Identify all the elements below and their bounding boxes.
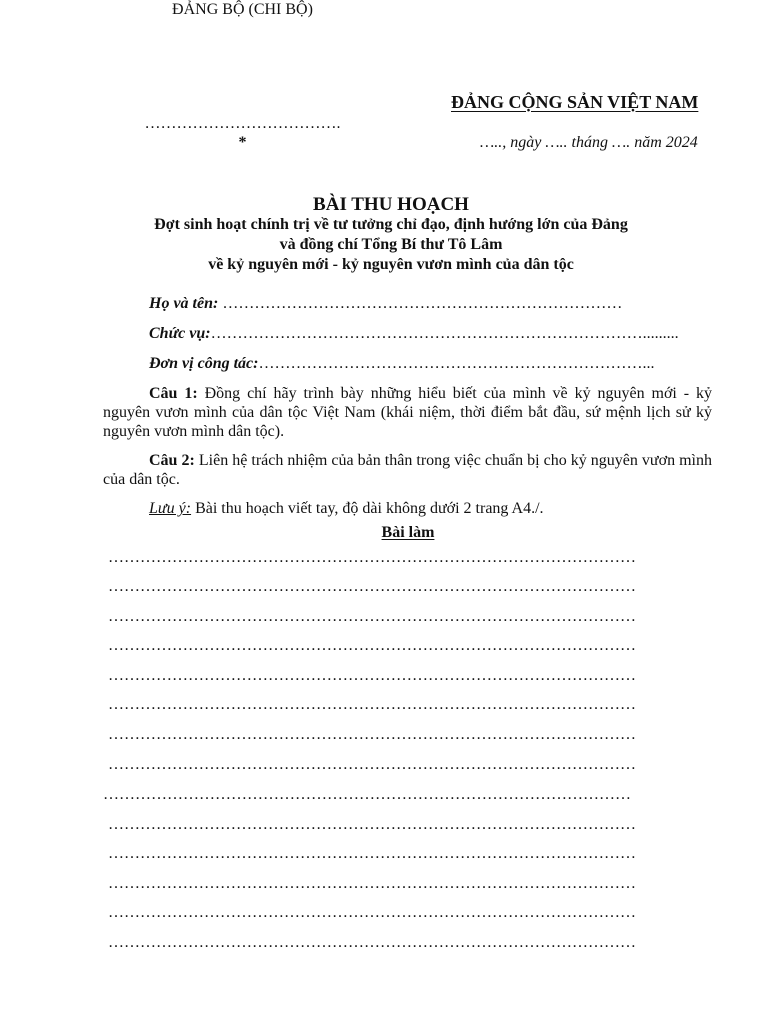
date-line: ….., ngày ….. tháng …. năm 2024 — [480, 134, 698, 151]
question-2-label: Câu 2: — [149, 452, 195, 469]
question-2 — [103, 451, 712, 489]
answer-line[interactable]: ……………………………………………………………………………………… — [108, 816, 636, 833]
question-1 — [103, 384, 712, 441]
note-label: Lưu ý: — [149, 500, 192, 517]
work-unit-blank[interactable]: ………………………………………………………………... — [258, 355, 655, 372]
header-star: * — [238, 134, 247, 151]
party-committee-name: ĐẢNG BỘ (CHI BỘ) — [172, 1, 313, 18]
party-name-heading: ĐẢNG CỘNG SẢN VIỆT NAM — [451, 92, 699, 112]
full-name-label: Họ và tên: — [149, 295, 219, 312]
note-text: Bài thu hoạch viết tay, độ dài không dưới 2 trang A4./. — [191, 500, 544, 517]
position-blank[interactable]: ………………………………………………………………………......... — [210, 325, 679, 342]
answer-line[interactable]: ……………………………………………………………………………………… — [103, 786, 631, 803]
work-unit-field[interactable] — [149, 355, 654, 373]
answer-line[interactable]: ……………………………………………………………………………………… — [108, 875, 636, 892]
position-field[interactable] — [149, 325, 679, 343]
answer-line[interactable]: ……………………………………………………………………………………… — [108, 904, 636, 921]
answer-heading: Bài làm — [381, 524, 435, 541]
question-1-label: Câu 1: — [149, 385, 198, 402]
answer-line[interactable]: ……………………………………………………………………………………… — [108, 726, 636, 743]
question-1-text: Đồng chí hãy trình bày những hiểu biết của mình về kỷ nguyên mới - kỷ nguyên vươn mình của dân tộc Việt Nam (khái niệm, thời điểm bắt đầu, sứ mệnh lịch sử kỷ nguyên vươn mình dân tộc). — [103, 385, 713, 440]
full-name-field[interactable] — [149, 295, 622, 313]
answer-line[interactable]: ……………………………………………………………………………………… — [108, 667, 636, 684]
answer-line[interactable]: ……………………………………………………………………………………… — [108, 845, 636, 862]
answer-line[interactable]: ……………………………………………………………………………………… — [108, 756, 636, 773]
full-name-blank[interactable]: ………………………………………………………………… — [218, 295, 623, 312]
subtitle-line-2: và đồng chí Tổng Bí thư Tô Lâm — [279, 236, 503, 253]
answer-line[interactable]: ……………………………………………………………………………………… — [108, 696, 636, 713]
party-committee-blank-line: ………………………………. — [144, 115, 341, 132]
work-unit-label: Đơn vị công tác: — [149, 355, 259, 372]
answer-line[interactable]: ……………………………………………………………………………………… — [108, 608, 636, 625]
subtitle-line-3: về kỷ nguyên mới - kỷ nguyên vươn mình của dân tộc — [208, 256, 574, 273]
subtitle-line-1: Đợt sinh hoạt chính trị về tư tưởng chỉ đạo, định hướng lớn của Đảng — [154, 216, 628, 233]
answer-line[interactable]: ……………………………………………………………………………………… — [108, 549, 636, 566]
answer-line[interactable]: ……………………………………………………………………………………… — [108, 637, 636, 654]
note — [149, 500, 544, 518]
document-title: BÀI THU HOẠCH — [313, 194, 469, 215]
position-label: Chức vụ: — [149, 325, 211, 342]
question-2-text: Liên hệ trách nhiệm của bản thân trong việc chuẩn bị cho kỷ nguyên vươn mình của dân tộc. — [103, 452, 712, 488]
answer-line[interactable]: ……………………………………………………………………………………… — [108, 934, 636, 951]
answer-line[interactable]: ……………………………………………………………………………………… — [108, 578, 636, 595]
